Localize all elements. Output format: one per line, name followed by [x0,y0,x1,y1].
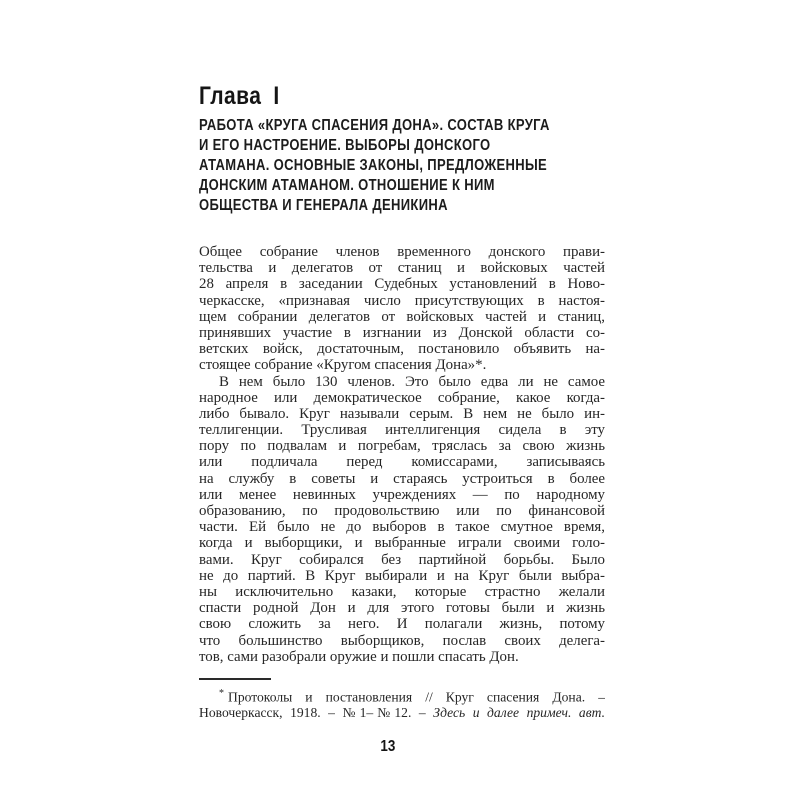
text-line: черкасске, «признавая число присутствующих в настоя- [199,292,605,309]
footnote [199,678,605,721]
subtitle-line-text: ДОНСКИМ АТАМАНОМ. ОТНОШЕНИЕ К НИМ [199,177,495,194]
chapter-heading [199,82,619,110]
text-line: части. Ей было не до выборов в такое смутное время, [199,519,605,536]
text-line: не до партий. В Круг выбирали и на Круг были выбра- [199,567,605,584]
subtitle-line-text: РАБОТА «КРУГА СПАСЕНИЯ ДОНА». СОСТАВ КРУГА [199,117,550,134]
subtitle-line-text: И ЕГО НАСТРОЕНИЕ. ВЫБОРЫ ДОНСКОГО [199,137,491,154]
footnote-line [199,705,605,721]
paragraph-2 [199,374,605,665]
body-text [199,244,605,665]
footnote-author-note: Здесь и далее примеч. авт. [433,705,605,721]
chapter-subtitle [199,116,629,216]
text-line: на службу в советы и стараясь устроиться в более [199,470,605,487]
text-line: народное или демократическое собрание, какое когда- [199,389,605,406]
text-line: Общее собрание членов временного донского прави- [199,244,605,260]
subtitle-line [199,156,629,176]
footnote-divider [199,678,271,680]
text-line: 28 апреля в заседании Судебных установлений в Ново- [199,276,605,293]
text-line: вами. Круг собирался без партийной борьбы. Было [199,551,605,568]
text-line: щем собрании делегатов от войсковых частей и станиц, [199,308,605,325]
text-line: пору по подвалам и погребам, тряслась за свою жизнь [199,438,605,455]
text-line: либо бывало. Круг называли серым. В нем не было ин- [199,405,605,422]
footnote-marker: * [219,688,224,699]
text-line: что большинство выборщиков, послав своих делега- [199,632,605,649]
paragraph-1 [199,244,605,374]
subtitle-line-text: ОБЩЕСТВА И ГЕНЕРАЛА ДЕНИКИНА [199,197,448,214]
subtitle-line [199,136,629,156]
text-line: ны исключительно казаки, которые страстно желали [199,583,605,600]
page-number-text: 13 [380,738,396,755]
text-line: тельства и делегатов от станиц и войсковых частей [199,260,605,277]
text-line: или менее невинных учреждениях — по народному [199,486,605,503]
text-line: принявших участие в изгнании из Донской области со- [199,324,605,341]
footnote-line [199,686,605,705]
footnote-text: Протоколы и постановления // Круг спасения Дона. – [228,689,605,705]
subtitle-line [199,176,629,196]
subtitle-line [199,116,629,136]
chapter-heading-text: Глава I [199,82,280,110]
text-line: спасти родной Дон и для этого готовы были и жизнь [199,600,605,617]
text-line: стоящее собрание «Кругом спасения Дона»*. [199,357,487,374]
page-number [185,738,591,755]
text-line: теллигенции. Трусливая интеллигенция сидела в эту [199,422,605,439]
text-line: свою сложить за него. И полагали жизнь, потому [199,616,605,633]
text-line: В нем было 130 членов. Это было едва ли не самое [219,373,605,390]
subtitle-line [199,196,629,216]
text-line: или подличала перед комиссарами, записываясь [199,454,605,471]
text-line: когда и выборщики, и выбранные играли своими голо- [199,535,605,552]
text-line: образованию, по продовольствию или по финансовой [199,503,605,519]
text-line: тов, сами разобрали оружие и пошли спасать Дон. [199,648,519,665]
subtitle-line-text: АТАМАНА. ОСНОВНЫЕ ЗАКОНЫ, ПРЕДЛОЖЕННЫЕ [199,157,548,174]
text-line: ветских войск, достаточным, постановило объявить на- [199,341,605,358]
footnote-text: Новочеркасск, 1918. – №1–№12. – [199,705,434,721]
